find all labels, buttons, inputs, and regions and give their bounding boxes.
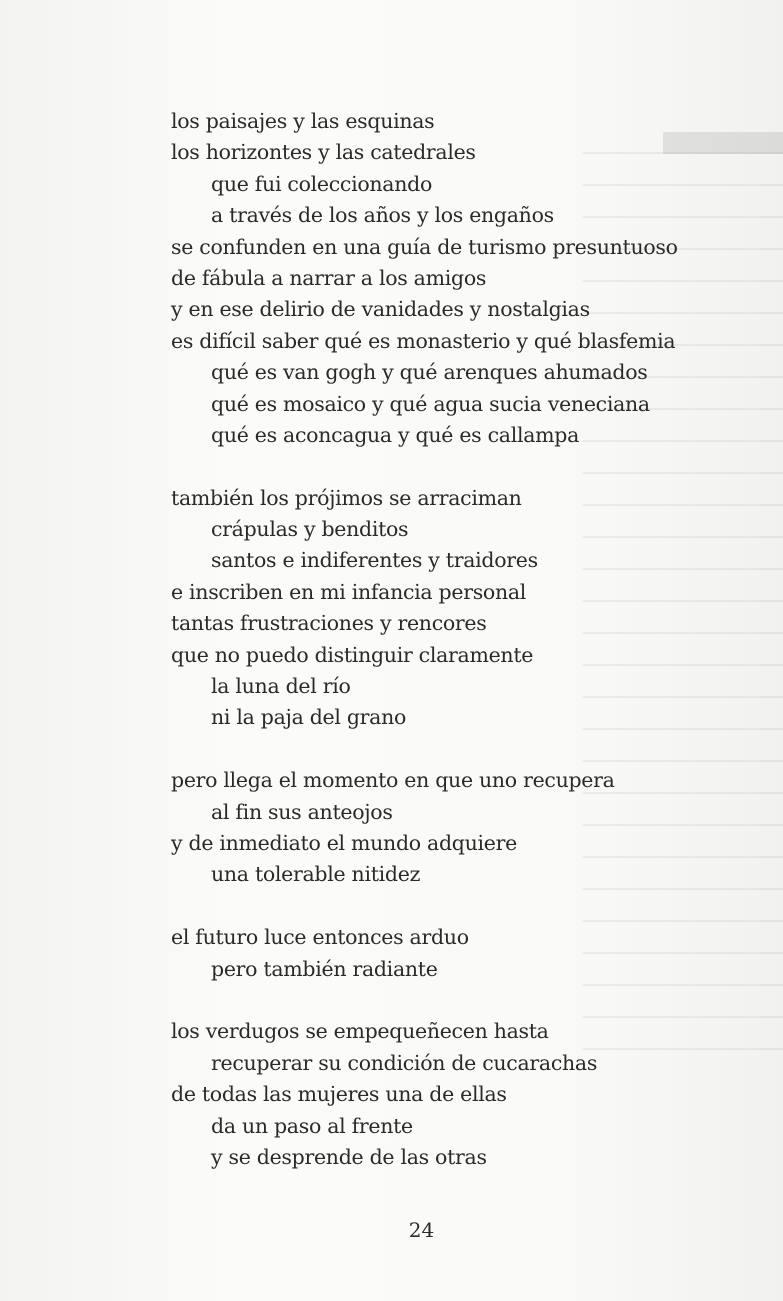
poem-line: da un paso al frente <box>211 1113 413 1138</box>
poem-line: también los prójimos se arraciman <box>171 485 522 510</box>
poem-line: se confunden en una guía de turismo presuntuoso <box>171 234 678 259</box>
stanza-break <box>171 985 731 1016</box>
poem-line: crápulas y benditos <box>211 517 409 542</box>
poem-line: al fin sus anteojos <box>211 799 393 824</box>
poem-line: de todas las mujeres una de ellas <box>171 1082 507 1107</box>
poem-line: la luna del río <box>211 674 351 699</box>
poem-line: una tolerable nitidez <box>211 862 421 887</box>
poem-line: los verdugos se empequeñecen hasta <box>171 1019 549 1044</box>
poem-line: ni la paja del grano <box>211 705 407 730</box>
poem-line: los horizontes y las catedrales <box>171 140 476 165</box>
poem-line: tantas frustraciones y rencores <box>171 611 487 636</box>
poem-line: qué es van gogh y qué arenques ahumados <box>211 360 648 385</box>
poem-line: santos e indiferentes y traidores <box>211 548 538 573</box>
stanza-break <box>171 891 731 922</box>
poem-line: que no puedo distinguir claramente <box>171 642 534 667</box>
poem-line: y de inmediato el mundo adquiere <box>171 830 517 855</box>
page-number: 24 <box>408 1218 435 1242</box>
poem-line: a través de los años y los engaños <box>211 203 554 228</box>
poem-line: y en ese delirio de vanidades y nostalgias <box>171 297 590 322</box>
poem-line: los paisajes y las esquinas <box>171 109 435 133</box>
poem-line: e inscriben en mi infancia personal <box>171 579 527 604</box>
poem-line: recuperar su condición de cucarachas <box>211 1050 598 1075</box>
poem-line: que fui coleccionando <box>211 171 433 196</box>
poem-line: pero también radiante <box>211 956 438 981</box>
poem-line: es difícil saber qué es monasterio y qué blasfemia <box>171 328 676 353</box>
poem-line: y se desprende de las otras <box>211 1144 487 1169</box>
poem-body <box>171 106 731 1173</box>
poem-line: pero llega el momento en que uno recupera <box>171 768 615 793</box>
poem-line: de fábula a narrar a los amigos <box>171 265 487 290</box>
poem-line: qué es mosaico y qué agua sucia veneciana <box>211 391 650 416</box>
poem-line: el futuro luce entonces arduo <box>171 925 469 950</box>
poem-line: qué es aconcagua y qué es callampa <box>211 422 580 447</box>
stanza-break <box>171 734 731 765</box>
stanza-break <box>171 451 731 482</box>
